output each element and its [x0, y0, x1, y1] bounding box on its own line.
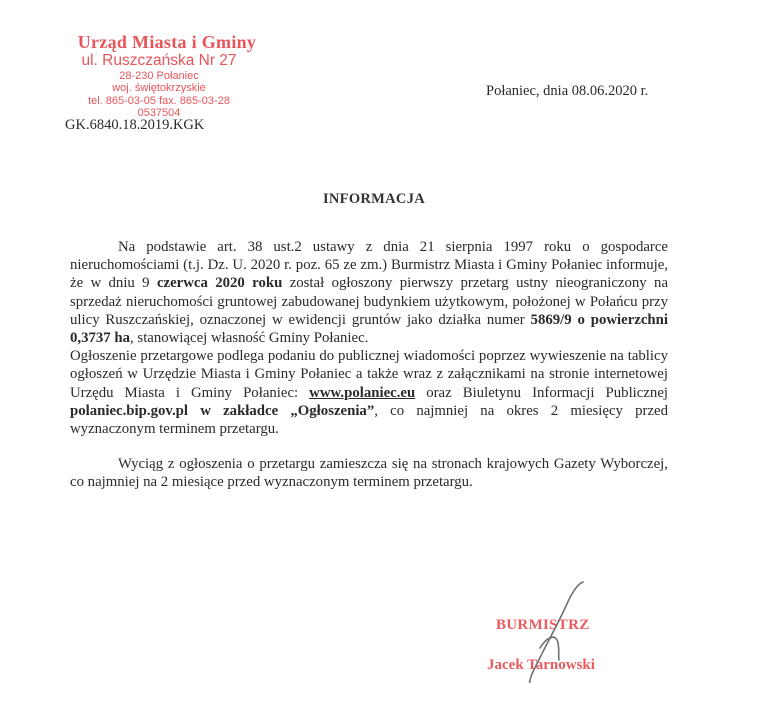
auction-date: czerwca 2020 roku	[156, 275, 283, 292]
paragraph-2	[70, 347, 668, 438]
bip-reference: polaniec.bip.gov.pl w zakładce „Ogłoszenia”	[70, 402, 375, 419]
stamp-phone-fax: tel. 865-03-05 fax. 865-03-28	[88, 94, 230, 107]
office-stamp	[60, 33, 280, 120]
stamp-voivodeship: woj. świętokrzyskie	[112, 82, 206, 94]
paragraph-1-text-b: został ogłoszony pierwszy przetarg ustny nieograniczony na sprzedaż nieruchomości gruntowej zabudowanej budynkiem użytkowym, położonej w Połańcu przy ulicy Ruszczańskiej, oznaczonej w ewidencji gruntów jako działka numer	[70, 275, 669, 328]
stamp-street: ul. Ruszczańska Nr 27	[81, 52, 237, 69]
paragraph-2-text-b: oraz Biuletynu Informacji Publicznej	[415, 384, 668, 401]
stamp-postal: 28-230 Połaniec	[119, 69, 199, 82]
paragraph-1-text-a: Na podstawie art. 38 ust.2 ustawy z dnia 21 sierpnia 1997 roku o gospodarce nieruchomościami (t.j. Dz. U. 2020 r. poz. 65 ze zm.) Burmistrz Miasta i Gminy Połaniec informuje, że w dniu 9	[70, 239, 668, 292]
paragraph-2-text-c: , co najmniej na okres 2 miesięcy przed wyznaczonym terminem przetargu.	[70, 402, 668, 438]
parcel-number-area: 5869/9 o powierzchni 0,3737 ha	[70, 311, 668, 347]
stamp-regon: 0537504	[137, 107, 181, 119]
reference-number: GK.6840.18.2019.KGK	[65, 117, 205, 133]
stamp-office-name: Urząd Miasta i Gminy	[77, 32, 257, 52]
paragraph-3: Wyciąg z ogłoszenia o przetargu zamieszcza się na stronach krajowych Gazety Wyborczej, co najmniej na 2 miesiące przed wyznaczonym terminem przetargu.	[70, 456, 668, 491]
document-body	[70, 238, 668, 492]
paragraph-1-text-c: , stanowiącej własność Gminy Połaniec.	[130, 330, 369, 347]
signature-title: BURMISTRZ	[496, 617, 590, 633]
website-link[interactable]: www.polaniec.eu	[309, 384, 416, 401]
signature-name: Jacek Tarnowski	[487, 657, 595, 673]
document-title: INFORMACJA	[322, 191, 426, 207]
paragraph-2-text-a: Ogłoszenie przetargowe podlega podaniu do publicznej wiadomości poprzez wywieszenie na tablicy ogłoszeń w Urzędzie Miasta i Gminy Połaniec a także wraz z załącznikami na stronie internetowej Urzędu Miasta i Gminy Połaniec:	[70, 348, 668, 401]
handwritten-signature-icon	[480, 570, 620, 690]
paragraph-1	[70, 238, 668, 347]
place-and-date: Połaniec, dnia 08.06.2020 r.	[486, 83, 649, 99]
